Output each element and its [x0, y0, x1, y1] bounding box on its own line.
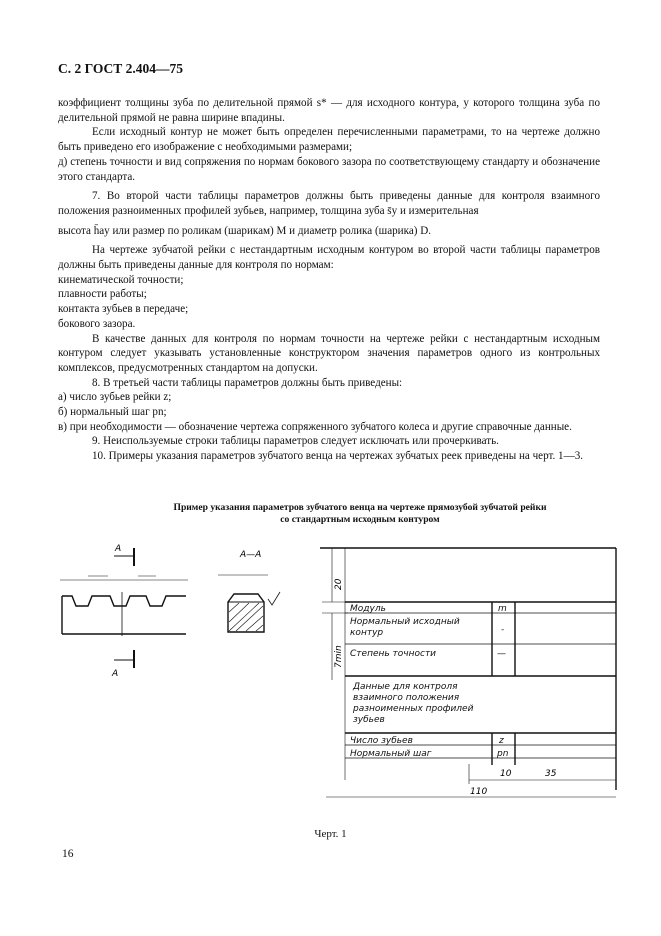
row-name: Нормальный исходный контур — [350, 617, 460, 638]
section-view — [218, 575, 280, 632]
paragraph: 9. Неиспользуемые строки таблицы параметров следует исключать или прочеркивать. — [92, 435, 499, 448]
rack-drawing — [60, 548, 188, 668]
paragraph: а) число зубьев рейки z; — [58, 391, 172, 404]
paragraph: контакта зубьев в передаче; — [58, 303, 189, 316]
table-rows — [350, 604, 509, 759]
row-name: Степень точности — [350, 649, 437, 659]
parameter-table — [320, 548, 616, 797]
section-label-top: А — [115, 544, 122, 554]
dimension-7min: 7min — [334, 645, 344, 668]
dimension-35: 35 — [545, 769, 557, 779]
row-symbol: z — [499, 736, 504, 746]
section-label-bottom: А — [112, 669, 119, 679]
row-symbol: m — [498, 604, 507, 614]
page-header: С. 2 ГОСТ 2.404—75 — [58, 61, 184, 76]
paragraph: В качестве данных для контроля по нормам точности на чертеже рейки с нестандартным исходным контуром следует указывать установленные конструктором значения параметров одного из контрольных комплексов, предусмотренных стандартом на допуски. — [58, 332, 600, 374]
paragraph: 8. В третьей части таблицы параметров должны быть приведены: — [92, 376, 403, 389]
row-symbol: — — [497, 649, 506, 659]
row-symbol: - — [501, 625, 505, 635]
row-symbol: pn — [497, 749, 509, 759]
paragraph: 10. Примеры указания параметров зубчатого венца на чертежах зубчатых реек приведены на черт. 1—3. — [92, 450, 584, 463]
paragraph: в) при необходимости — обозначение чертежа сопряженного зубчатого колеса и другие справочные данные. — [58, 420, 572, 433]
row-name: Нормальный шаг — [350, 749, 432, 759]
paragraph: плавности работы; — [58, 288, 147, 301]
figure-title-line1: Пример указания параметров зубчатого венца на чертеже прямозубой зубчатой рейки — [173, 502, 547, 513]
paragraph: д) степень точности и вид сопряжения по нормам бокового зазора по соответствующему стандарту и обозначение этого стандарта. — [58, 155, 600, 183]
dimension-20: 20 — [334, 578, 344, 590]
dimension-10: 10 — [500, 769, 512, 779]
figure-title-line2: со стандартным исходным контуром — [280, 514, 440, 525]
section-view-label: А—А — [240, 550, 262, 560]
paragraph: бокового зазора. — [58, 317, 136, 330]
paragraph: 7. Во второй части таблицы параметров должны быть приведены данные для контроля взаимного положения разноименных профилей зубьев, например, толщина зуба s̄y и измерительная — [58, 190, 600, 217]
paragraph: На чертеже зубчатой рейки с нестандартным исходным контуром во второй части таблицы параметров должны быть приведены данные для контроля по нормам: — [58, 244, 600, 272]
paragraph: коэффициент толщины зуба по делительной прямой s* — для исходного контура, у которого толщина зуба по делительной прямой не равна ширине впадины. — [58, 97, 600, 124]
paragraph: высота h̄ay или размер по роликам (шарикам) M и диаметр ролика (шарика) D. — [58, 224, 432, 237]
figure-caption: Черт. 1 — [314, 828, 347, 840]
paragraph: б) нормальный шаг pn; — [58, 406, 167, 419]
row-name: Модуль — [350, 604, 386, 614]
row-name: Данные для контроля взаимного положения разноименных профилей зубьев — [353, 682, 474, 725]
dimension-110: 110 — [470, 787, 488, 797]
paragraph: Если исходный контур не может быть определен перечисленными параметрами, то на чертеже должно быть приведено его изображение с необходимыми размерами; — [58, 126, 600, 154]
paragraph: кинематической точности; — [58, 273, 184, 286]
row-name: Число зубьев — [350, 736, 413, 746]
page-number: 16 — [62, 848, 74, 860]
